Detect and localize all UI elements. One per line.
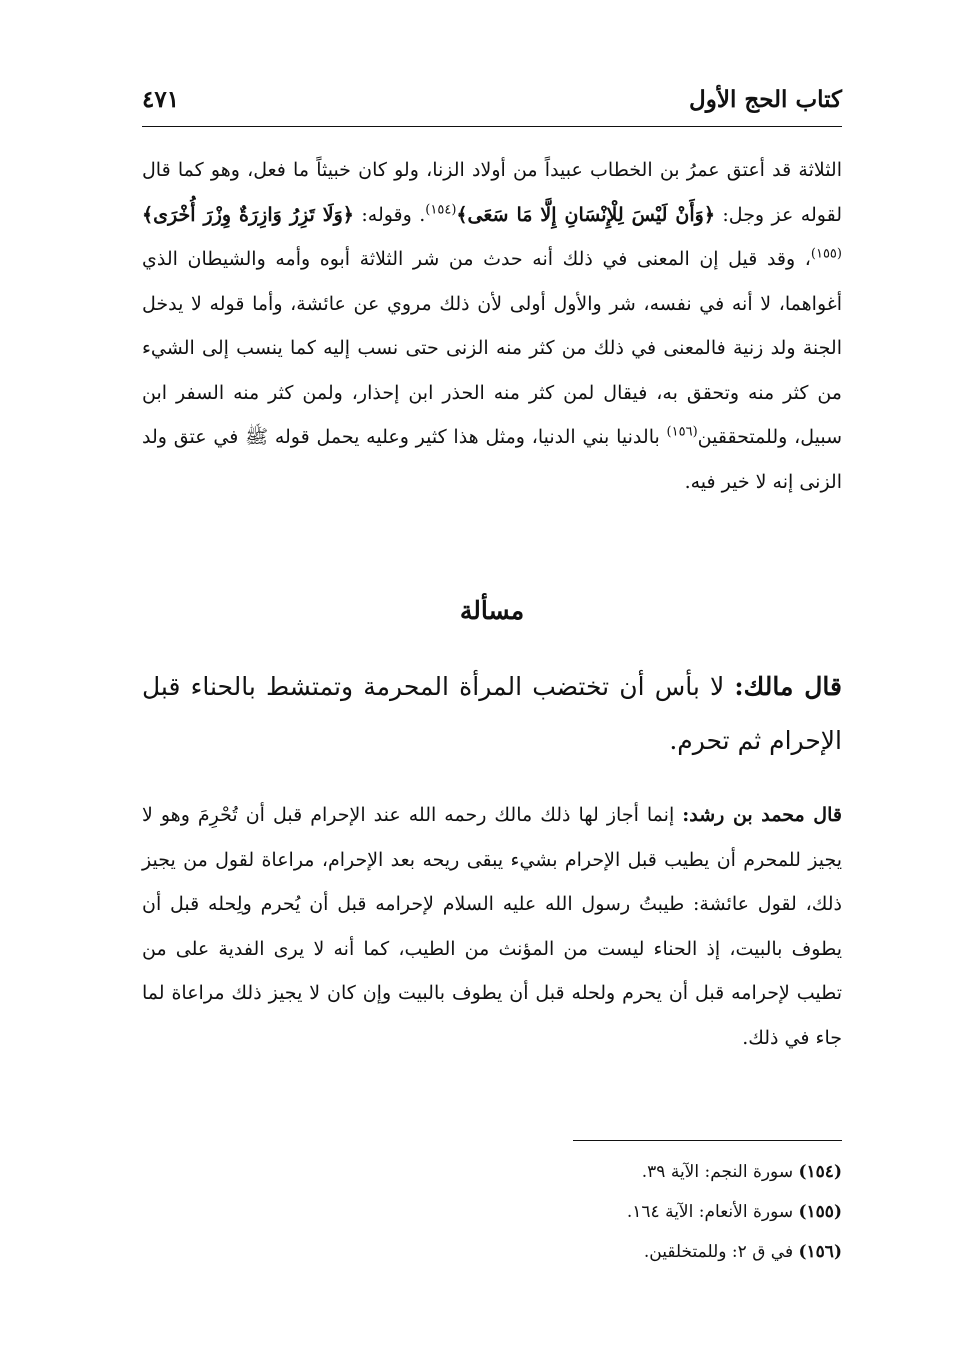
matn-paragraph (142, 660, 842, 768)
running-title: كتاب الحج الأول (689, 86, 842, 113)
quran-quote: ﴿وَأَنْ لَيْسَ لِلْإِنْسَانِ إِلَّا مَا سَعَى﴾ (456, 203, 715, 226)
footnote-number: (١٥٥) (798, 1202, 842, 1222)
footnote-text: سورة النجم: الآية ٣٩. (641, 1162, 799, 1182)
footnote-text: سورة الأنعام: الآية ١٦٤. (626, 1202, 799, 1222)
quran-quote: ﴿وَلَا تَزِرُ وَازِرَةٌ وِزْرَ أُخْرَى﴾ (142, 203, 354, 226)
commentary-paragraph (142, 148, 842, 504)
footnote-ref: (١٥٦) (666, 424, 698, 440)
speaker-label: قال محمد بن رشد: (682, 804, 842, 826)
text-run: إنما أجاز لها ذلك مالك رحمه الله عند الإحرام قبل أن تُحْرِمَ وهو لا يجيز للمحرم أن يطيب قبل الإحرام بشيء يبقى ريحه بعد الإحرام، مراعاة لقول من يجيز ذلك، لقول عائشة: طيبتُ رسول الله عليه السلام لإحرامه قبل أن يُحرم ولِحله قبل أن يطوف بالبيت، إذ الحناء ليست من المؤنث من الطيب، كما أنه لا يرى الفدية على من تطيب لإحرامه قبل أن يحرم ولحله قبل أن يطوف بالبيت وإن كان لا يجيز ذلك مراعاة لما جاء في ذلك. (142, 804, 842, 1049)
footnote (142, 1192, 842, 1232)
footnote-text: في ق ٢: وللمتخلقين. (643, 1242, 799, 1262)
footnote-ref: (١٥٥) (810, 246, 842, 262)
text-run: . وقوله: (353, 203, 426, 226)
header-divider (142, 126, 842, 127)
footnote-number: (١٥٦) (798, 1242, 842, 1262)
section-title: مسألة (459, 596, 525, 625)
footnotes (142, 1152, 842, 1272)
speaker-label: قال مالك: (734, 672, 842, 701)
text-run: بالدنيا بني الدنيا، ومثل هذا كثير وعليه يحمل قوله ﷺ في عتق ولد الزنى إنه لا خير فيه. (142, 426, 842, 493)
footnote-ref: (١٥٤) (425, 202, 457, 218)
page-header (142, 82, 842, 126)
text-run: ، وقد قيل إن المعنى في ذلك أنه حدث من شر الثلاثة أبوه وأمه والشيطان الذي أغواهما، لا أنه في نفسه، شر والأول أولى لأن ذلك مروي عن عائشة، وأما قوله لا يدخل الجنة ولد زنية فالمعنى في ذلك من كثر منه الزنى حتى نسب إليه كما ينسب إلى الشيء من كثر منه وتحقق به، فيقال لمن كثر منه الحذر ابن إحذار، ولمن كثر منه السفر ابن سبيل، وللمتحققين (142, 248, 842, 448)
text-run: الثلاثة قد أعتق عمرُ بن الخطاب عبيداً من أولاد الزنا، ولو كان خبيثاً ما فعل، وهو كما قال لقوله عز وجل: (142, 159, 843, 226)
footnote (142, 1152, 842, 1192)
sharh-paragraph (142, 793, 842, 1060)
footnote-number: (١٥٤) (798, 1162, 842, 1182)
text-run: لا بأس أن تختضب المرأة المحرمة وتمتشط بالحناء قبل الإحرام ثم تحرم. (142, 672, 842, 755)
page-number: ٤٧١ (142, 86, 180, 113)
footnote (142, 1232, 842, 1272)
footnote-divider (573, 1140, 842, 1141)
